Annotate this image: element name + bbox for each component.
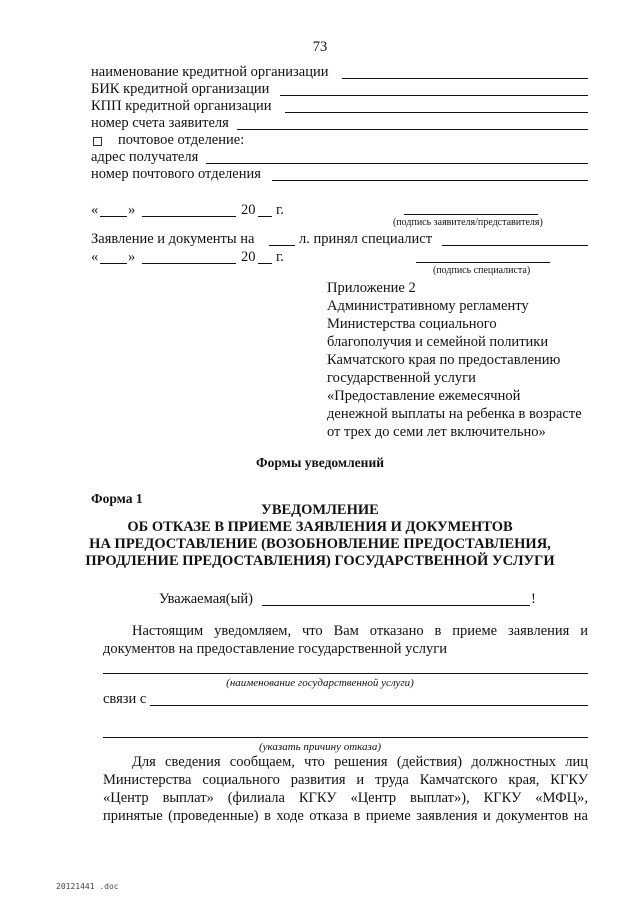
reason-line-1 [150, 705, 588, 706]
post-index-line [272, 180, 588, 181]
reason-prefix: связи с [103, 691, 147, 707]
salutation: Уважаемая(ый) [159, 591, 253, 607]
footer-file-name: 20121441 .doc [56, 882, 119, 891]
recipient-address-label: адрес получателя [91, 149, 199, 165]
salutation-name-line [262, 605, 530, 606]
appendix-line-9: от трех до семи лет включительно» [327, 424, 546, 440]
specialist-name-line [442, 245, 588, 246]
salutation-end: ! [531, 591, 536, 607]
received-middle: л. принял специалист [299, 231, 433, 247]
body2-line-2: Министерства социального развития и труда Камчатского края, КГКУ [103, 772, 588, 788]
date-open-quote: « [91, 202, 99, 218]
received-prefix: Заявление и документы на [91, 231, 255, 247]
day-line [100, 216, 127, 217]
bank-name-line [342, 78, 588, 79]
post-index-label: номер почтового отделения [91, 166, 261, 182]
pages-count-line [269, 245, 295, 246]
account-label: номер счета заявителя [91, 115, 229, 131]
appendix-line-6: государственной услуги [327, 370, 476, 386]
date2-close-quote: » [128, 249, 136, 265]
appendix-line-1: Приложение 2 [327, 280, 416, 296]
month-line [142, 216, 236, 217]
reason-caption: (указать причину отказа) [258, 741, 381, 753]
appendix-line-7: «Предоставление ежемесячной [327, 388, 521, 404]
page-number: 73 [312, 39, 328, 55]
notice-title-line-4: ПРОДЛЕНИЕ ПРЕДОСТАВЛЕНИЯ) ГОСУДАРСТВЕННОЙ УСЛУГИ [85, 553, 555, 569]
appendix-line-4: благополучия и семейной политики [327, 334, 549, 350]
body2-line-3: «Центр выплат» (филиала КГКУ «Центр выплат»), КГКУ «МФЦ», [103, 790, 588, 806]
year2-prefix: 20 [241, 249, 256, 265]
recipient-address-line [206, 163, 588, 164]
appendix-line-3: Министерства социального [327, 316, 497, 332]
appendix-line-5: Камчатского края по предоставлению [327, 352, 561, 368]
notice-title-line-1: УВЕДОМЛЕНИЕ [261, 502, 379, 518]
appendix-line-2: Административному регламенту [327, 298, 529, 314]
body1-line-1: Настоящим уведомляем, что Вам отказано в приеме заявления и [132, 623, 588, 639]
service-caption: (наименование государственной услуги) [226, 677, 414, 689]
specialist-signature-caption: (подпись специалиста) [433, 265, 531, 276]
section-title: Формы уведомлений [255, 455, 385, 470]
body1-line-2: документов на предоставление государственной услуги [103, 641, 447, 657]
kpp-line [285, 112, 588, 113]
notice-title-line-2: ОБ ОТКАЗЕ В ПРИЕМЕ ЗАЯВЛЕНИЯ И ДОКУМЕНТОВ [127, 519, 513, 535]
day2-line [100, 263, 127, 264]
year-line [258, 216, 272, 217]
month2-line [142, 263, 236, 264]
specialist-signature-line [416, 262, 550, 263]
notice-title-line-3: НА ПРЕДОСТАВЛЕНИЕ (ВОЗОБНОВЛЕНИЕ ПРЕДОСТАВЛЕНИЯ, [89, 536, 551, 552]
year2-suffix: г. [276, 249, 284, 265]
post-office-checkbox [93, 137, 102, 146]
year2-line [258, 263, 272, 264]
bik-line [280, 95, 588, 96]
bik-label: БИК кредитной организации [91, 81, 270, 97]
year-suffix: г. [276, 202, 284, 218]
form-label: Форма 1 [91, 491, 143, 506]
date2-open-quote: « [91, 249, 99, 265]
post-office-label: почтовое отделение: [118, 132, 245, 148]
applicant-signature-caption: (подпись заявителя/представителя) [393, 217, 543, 228]
bank-name-label: наименование кредитной организации [91, 64, 329, 80]
body2-line-1: Для сведения сообщаем, что решения (действия) должностных лиц [132, 754, 588, 770]
kpp-label: КПП кредитной организации [91, 98, 272, 114]
appendix-line-8: денежной выплаты на ребенка в возрасте [327, 406, 582, 422]
applicant-signature-line [404, 214, 538, 215]
year-prefix: 20 [241, 202, 256, 218]
account-line [237, 129, 588, 130]
date-close-quote: » [128, 202, 136, 218]
body2-line-4: принятые (проведенные) в ходе отказа в приеме заявления и документов на [103, 808, 588, 824]
